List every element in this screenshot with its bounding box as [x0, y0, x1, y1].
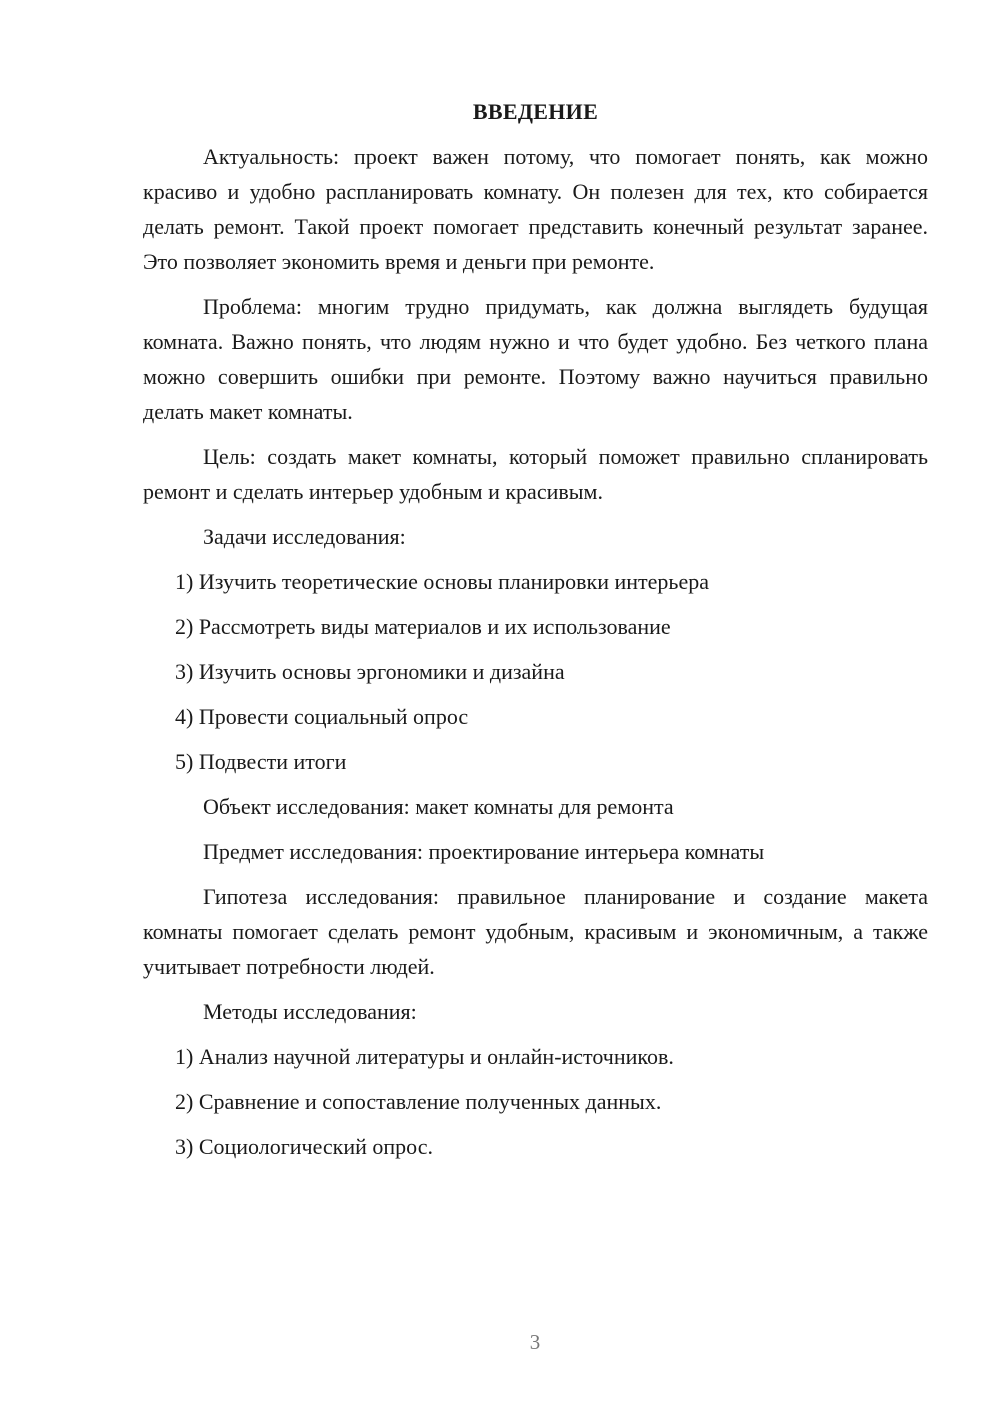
- list-item: 5) Подвести итоги: [175, 749, 347, 774]
- list-item: 3) Изучить основы эргономики и дизайна: [175, 659, 565, 684]
- methods-list: [143, 1039, 928, 1164]
- list-item: 1) Изучить теоретические основы планировки интерьера: [175, 569, 709, 594]
- research-subject: Предмет исследования: проектирование интерьера комнаты: [203, 839, 765, 864]
- tasks-heading: Задачи исследования:: [203, 524, 406, 549]
- list-item: 3) Социологический опрос.: [175, 1134, 433, 1159]
- methods-heading: Методы исследования:: [203, 999, 417, 1024]
- list-item: 1) Анализ научной литературы и онлайн-источников.: [175, 1044, 674, 1069]
- hypothesis-paragraph: Гипотеза исследования: правильное планирование и создание макета комнаты помогает сделать ремонт удобным, красивым и экономичным, а также учитывает потребности людей.: [143, 884, 928, 979]
- list-item: 2) Сравнение и сопоставление полученных данных.: [175, 1089, 662, 1114]
- page-content: [143, 94, 928, 1174]
- research-object: Объект исследования: макет комнаты для ремонта: [203, 794, 674, 819]
- page-number: 3: [529, 1330, 541, 1354]
- goal-paragraph: Цель: создать макет комнаты, который поможет правильно спланировать ремонт и сделать интерьер удобным и красивым.: [143, 444, 928, 504]
- relevance-paragraph: Актуальность: проект важен потому, что помогает понять, как можно красиво и удобно распланировать комнату. Он полезен для тех, кто собирается делать ремонт. Такой проект помогает представить конечный результат заранее. Это позволяет экономить время и деньги при ремонте.: [143, 144, 928, 274]
- list-item: 4) Провести социальный опрос: [175, 704, 469, 729]
- list-item: 2) Рассмотреть виды материалов и их использование: [175, 614, 671, 639]
- problem-paragraph: Проблема: многим трудно придумать, как должна выглядеть будущая комната. Важно понять, что людям нужно и что будет удобно. Без четкого плана можно совершить ошибки при ремонте. Поэтому важно научиться правильно делать макет комнаты.: [143, 294, 928, 424]
- tasks-list: [143, 564, 928, 779]
- page-title: ВВЕДЕНИЕ: [472, 99, 599, 124]
